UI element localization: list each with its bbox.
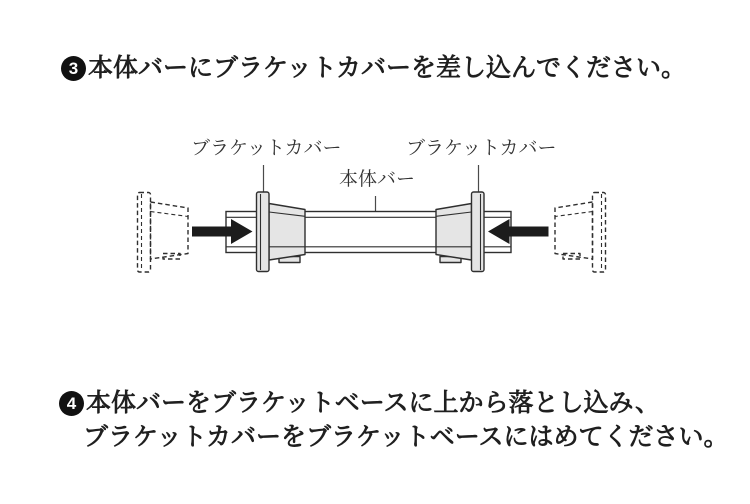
step-4-number-badge: 4 (59, 391, 84, 416)
step-3-number-badge: 3 (61, 56, 86, 81)
step-4-text-line-1: 本体バーをブラケットベースに上から落とし込み、 (86, 389, 661, 417)
bracket-cover-left (257, 192, 306, 272)
dashed-cover-outline-right (555, 193, 606, 273)
bracket-cover-right (436, 192, 484, 272)
label-bracket-cover-left: ブラケットカバー (191, 138, 342, 159)
step-3-text: 本体バーにブラケットカバーを差し込んでください。 (88, 54, 687, 82)
dashed-cover-outline-left (138, 193, 189, 273)
label-bracket-cover-right: ブラケットカバー (406, 138, 557, 159)
step-4-text-line-2: ブラケットカバーをブラケットベースにはめてください。 (83, 423, 729, 451)
step-4-instruction (59, 386, 729, 454)
label-main-bar: 本体バー (339, 169, 416, 190)
